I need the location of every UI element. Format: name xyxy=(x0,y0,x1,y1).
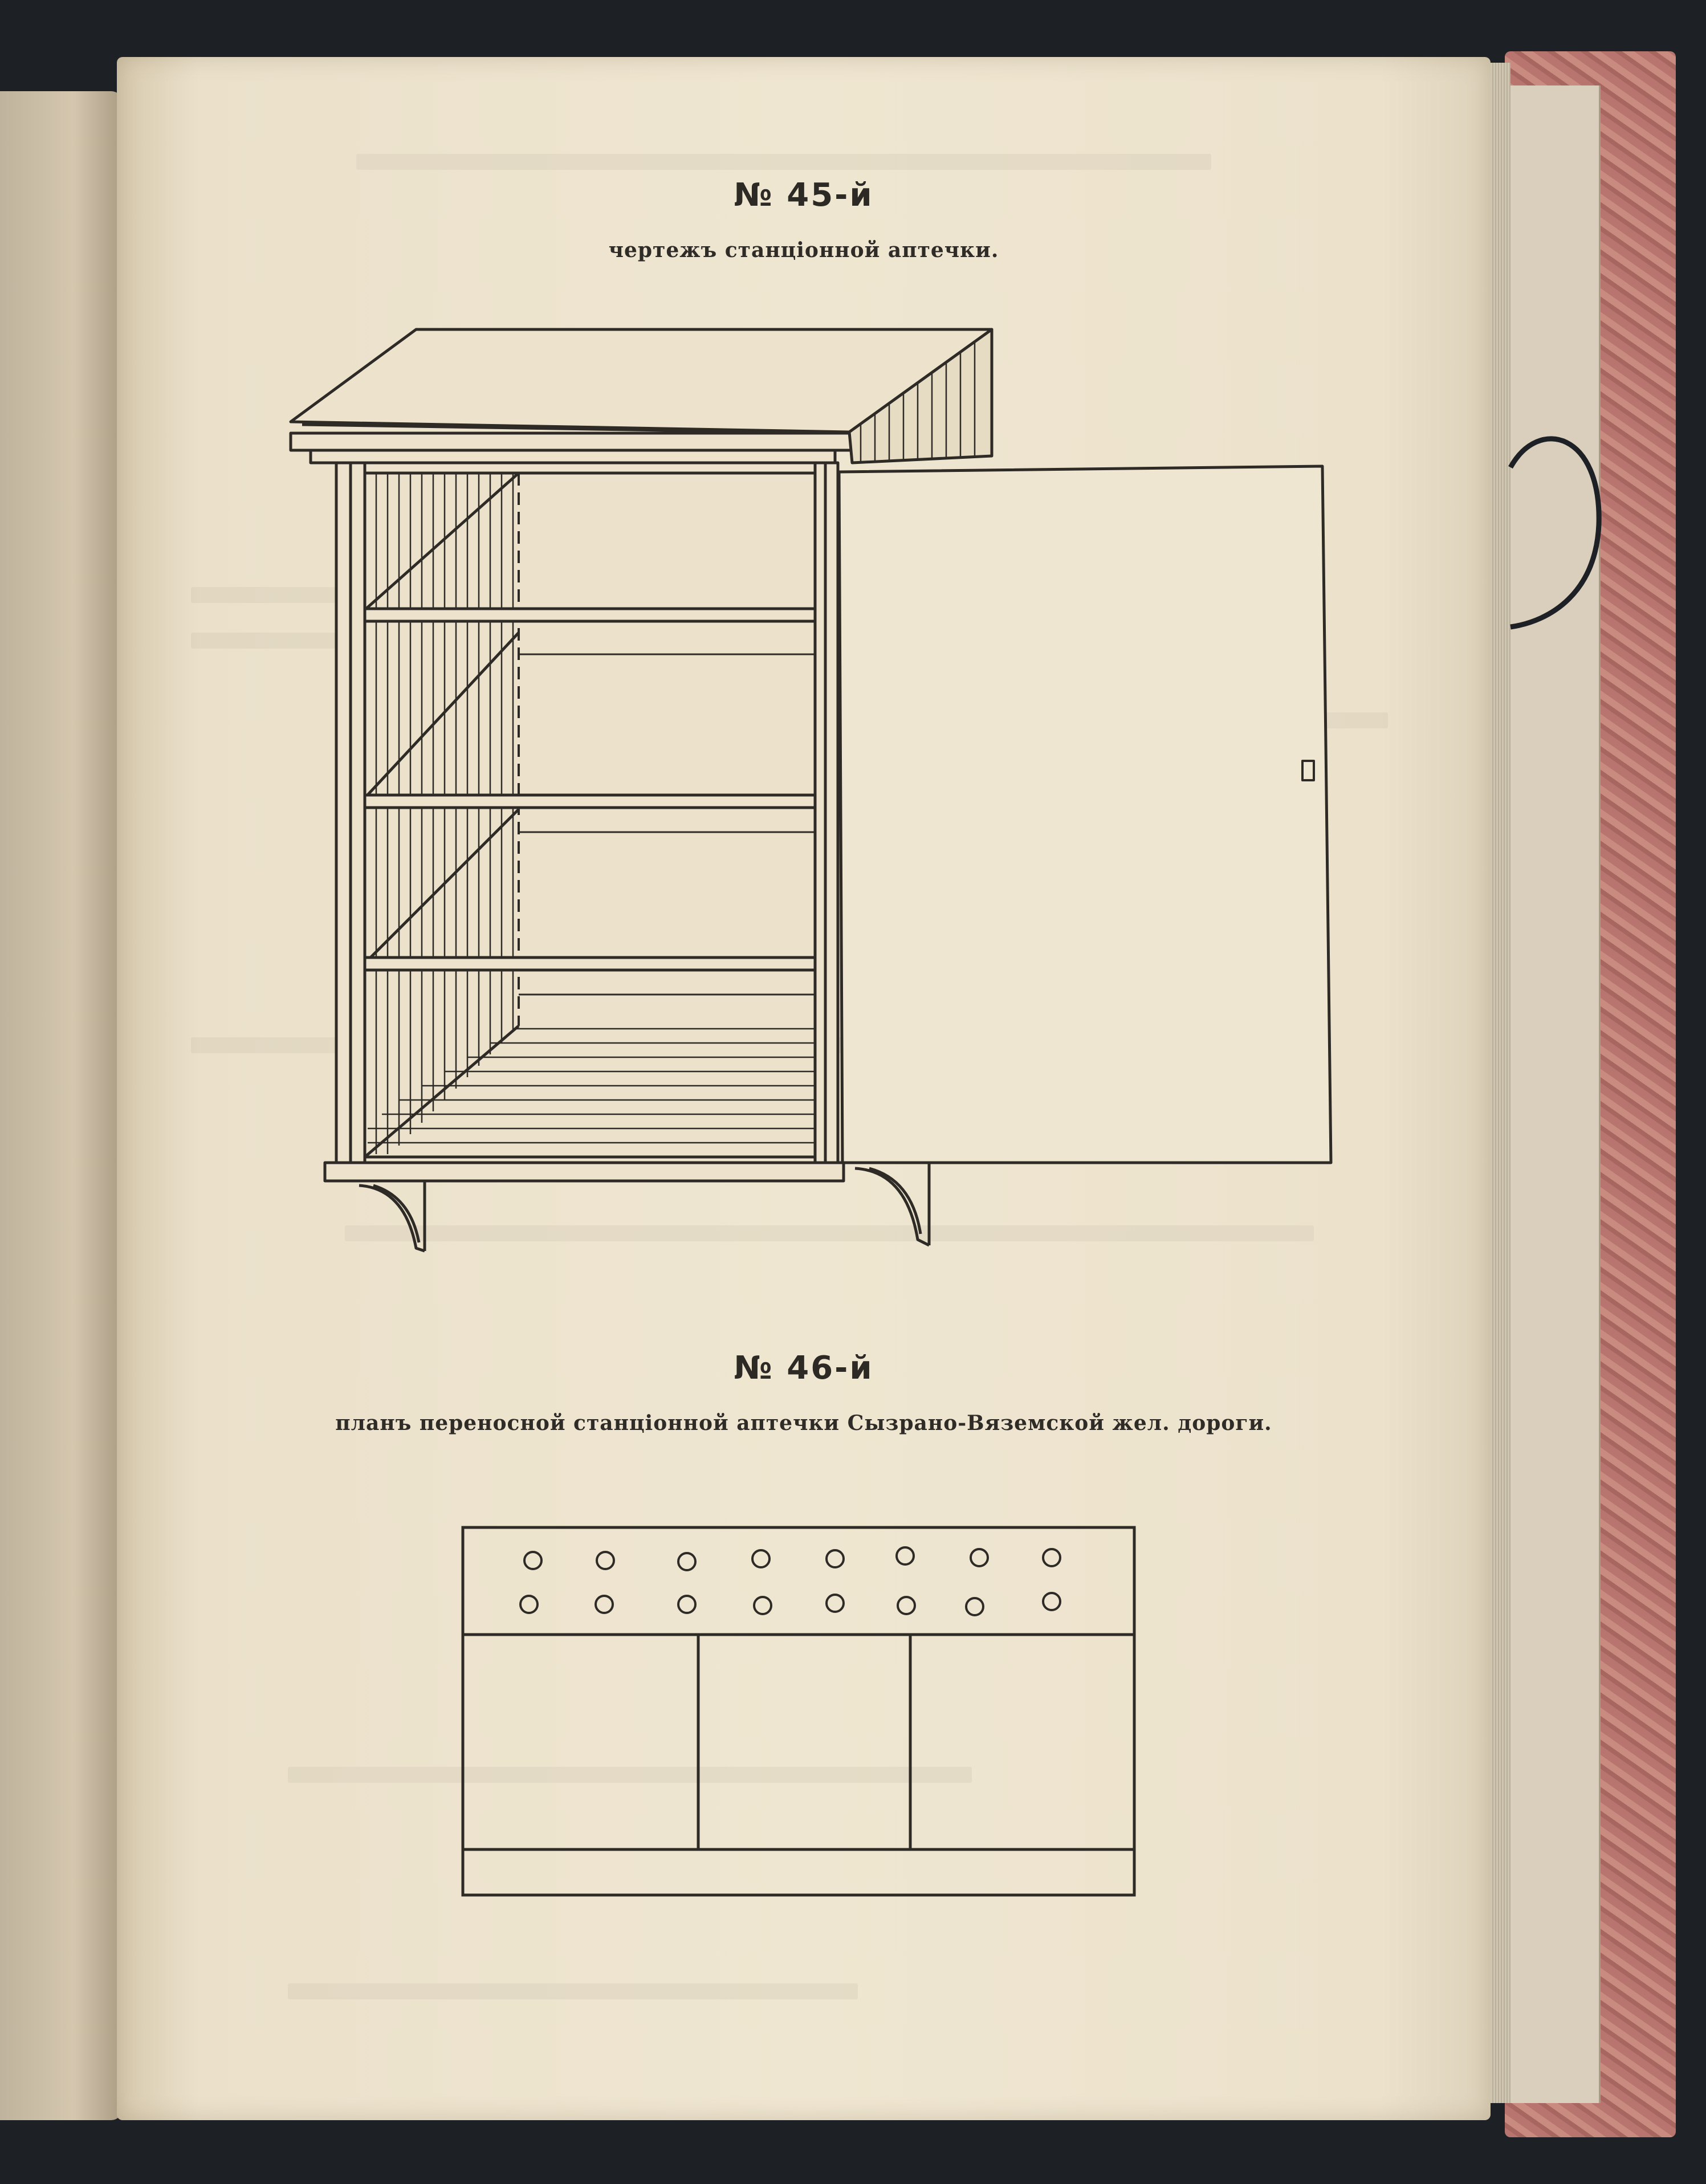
figure-46-number: № 46-й xyxy=(734,1350,874,1387)
figure-45-number: № 45-й xyxy=(734,177,874,214)
figure-45-caption: чертежъ станціонной аптечки. xyxy=(608,238,999,262)
figure-46-caption: планъ переносной станціонной аптечки Сызрано-Вяземской жел. дороги. xyxy=(335,1411,1272,1435)
